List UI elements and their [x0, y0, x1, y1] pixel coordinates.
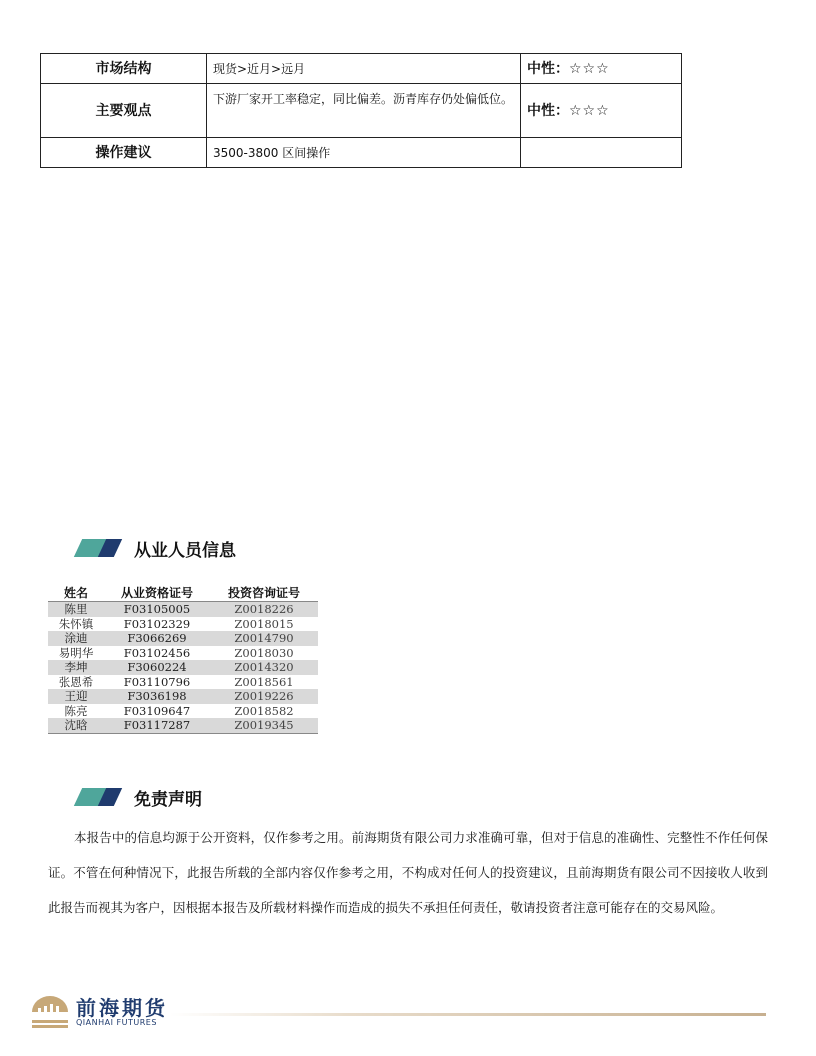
staff-name: 陈亮: [48, 704, 104, 719]
footer-rule: [170, 1013, 766, 1016]
staff-qualification-id: F3036198: [104, 689, 210, 704]
header-qualification: 从业资格证号: [104, 584, 210, 602]
row-label: 操作建议: [41, 138, 207, 168]
staff-row: [48, 718, 318, 733]
brand-name-en: QIANHAI FUTURES: [76, 1018, 157, 1027]
section-title: 从业人员信息: [134, 540, 236, 561]
rating-label: 中性：: [527, 61, 569, 77]
staff-name: 张恩希: [48, 675, 104, 690]
section-title: 免责声明: [134, 789, 202, 810]
staff-row: [48, 660, 318, 675]
staff-qualification-id: F03109647: [104, 704, 210, 719]
staff-consulting-id: Z0019345: [210, 718, 318, 733]
staff-name: 李坤: [48, 660, 104, 675]
staff-consulting-id: Z0018030: [210, 646, 318, 661]
analysis-row: [41, 138, 682, 168]
staff-qualification-id: F03110796: [104, 675, 210, 690]
staff-consulting-id: Z0014320: [210, 660, 318, 675]
analysis-row: [41, 54, 682, 84]
staff-name: 朱怀镇: [48, 617, 104, 632]
staff-table-body: [48, 602, 318, 734]
row-content: 3500-3800 区间操作: [207, 138, 521, 168]
staff-qualification-id: F03102456: [104, 646, 210, 661]
staff-name: 易明华: [48, 646, 104, 661]
staff-row: [48, 617, 318, 632]
staff-qualification-id: F3066269: [104, 631, 210, 646]
row-content: 下游厂家开工率稳定，同比偏差。沥青库存仍处偏低位。: [207, 84, 521, 138]
staff-section-header: [78, 536, 236, 560]
staff-row: [48, 646, 318, 661]
staff-table: [48, 584, 318, 734]
section-mark-icon: [78, 788, 124, 806]
staff-qualification-id: F03117287: [104, 718, 210, 733]
rating-stars: ☆☆☆: [569, 61, 610, 77]
staff-consulting-id: Z0014790: [210, 631, 318, 646]
section-mark-icon: [78, 539, 124, 557]
staff-qualification-id: F03102329: [104, 617, 210, 632]
staff-row: [48, 689, 318, 704]
disclaimer-text: 本报告中的信息均源于公开资料，仅作参考之用。前海期货有限公司力求准确可靠，但对于信息的准确性、完整性不作任何保证。不管在何种情况下，此报告所载的全部内容仅作参考之用，不构成对任何人的投资建议，且前海期货有限公司不因接收人收到此报告而视其为客户，因根据本报告及所载材料操作而造成的损失不承担任何责任，敬请投资者注意可能存在的交易风险。: [48, 830, 768, 915]
staff-consulting-id: Z0018561: [210, 675, 318, 690]
staff-row: [48, 602, 318, 617]
header-consulting: 投资咨询证号: [210, 584, 318, 602]
staff-qualification-id: F03105005: [104, 602, 210, 617]
row-content: 现货>近月>远月: [207, 54, 521, 84]
staff-consulting-id: Z0019226: [210, 689, 318, 704]
staff-name: 沈晗: [48, 718, 104, 733]
analysis-table: [40, 53, 682, 168]
rating-stars: ☆☆☆: [569, 103, 610, 119]
staff-consulting-id: Z0018015: [210, 617, 318, 632]
company-logo-icon: [30, 994, 70, 1030]
row-label: 主要观点: [41, 84, 207, 138]
footer: [30, 992, 770, 1032]
staff-row: [48, 704, 318, 719]
staff-name: 王迎: [48, 689, 104, 704]
staff-header-row: [48, 584, 318, 602]
rating-label: 中性：: [527, 103, 569, 119]
disclaimer-section-header: [78, 785, 202, 809]
staff-qualification-id: F3060224: [104, 660, 210, 675]
staff-name: 涂迪: [48, 631, 104, 646]
staff-name: 陈里: [48, 602, 104, 617]
row-rating: [521, 84, 682, 138]
brand-name-cn: 前海期货: [76, 996, 168, 1020]
staff-row: [48, 631, 318, 646]
analysis-row: [41, 84, 682, 138]
row-label: 市场结构: [41, 54, 207, 84]
header-name: 姓名: [48, 584, 104, 602]
staff-row: [48, 675, 318, 690]
staff-consulting-id: Z0018582: [210, 704, 318, 719]
row-rating: [521, 54, 682, 84]
row-rating: [521, 138, 682, 168]
staff-consulting-id: Z0018226: [210, 602, 318, 617]
